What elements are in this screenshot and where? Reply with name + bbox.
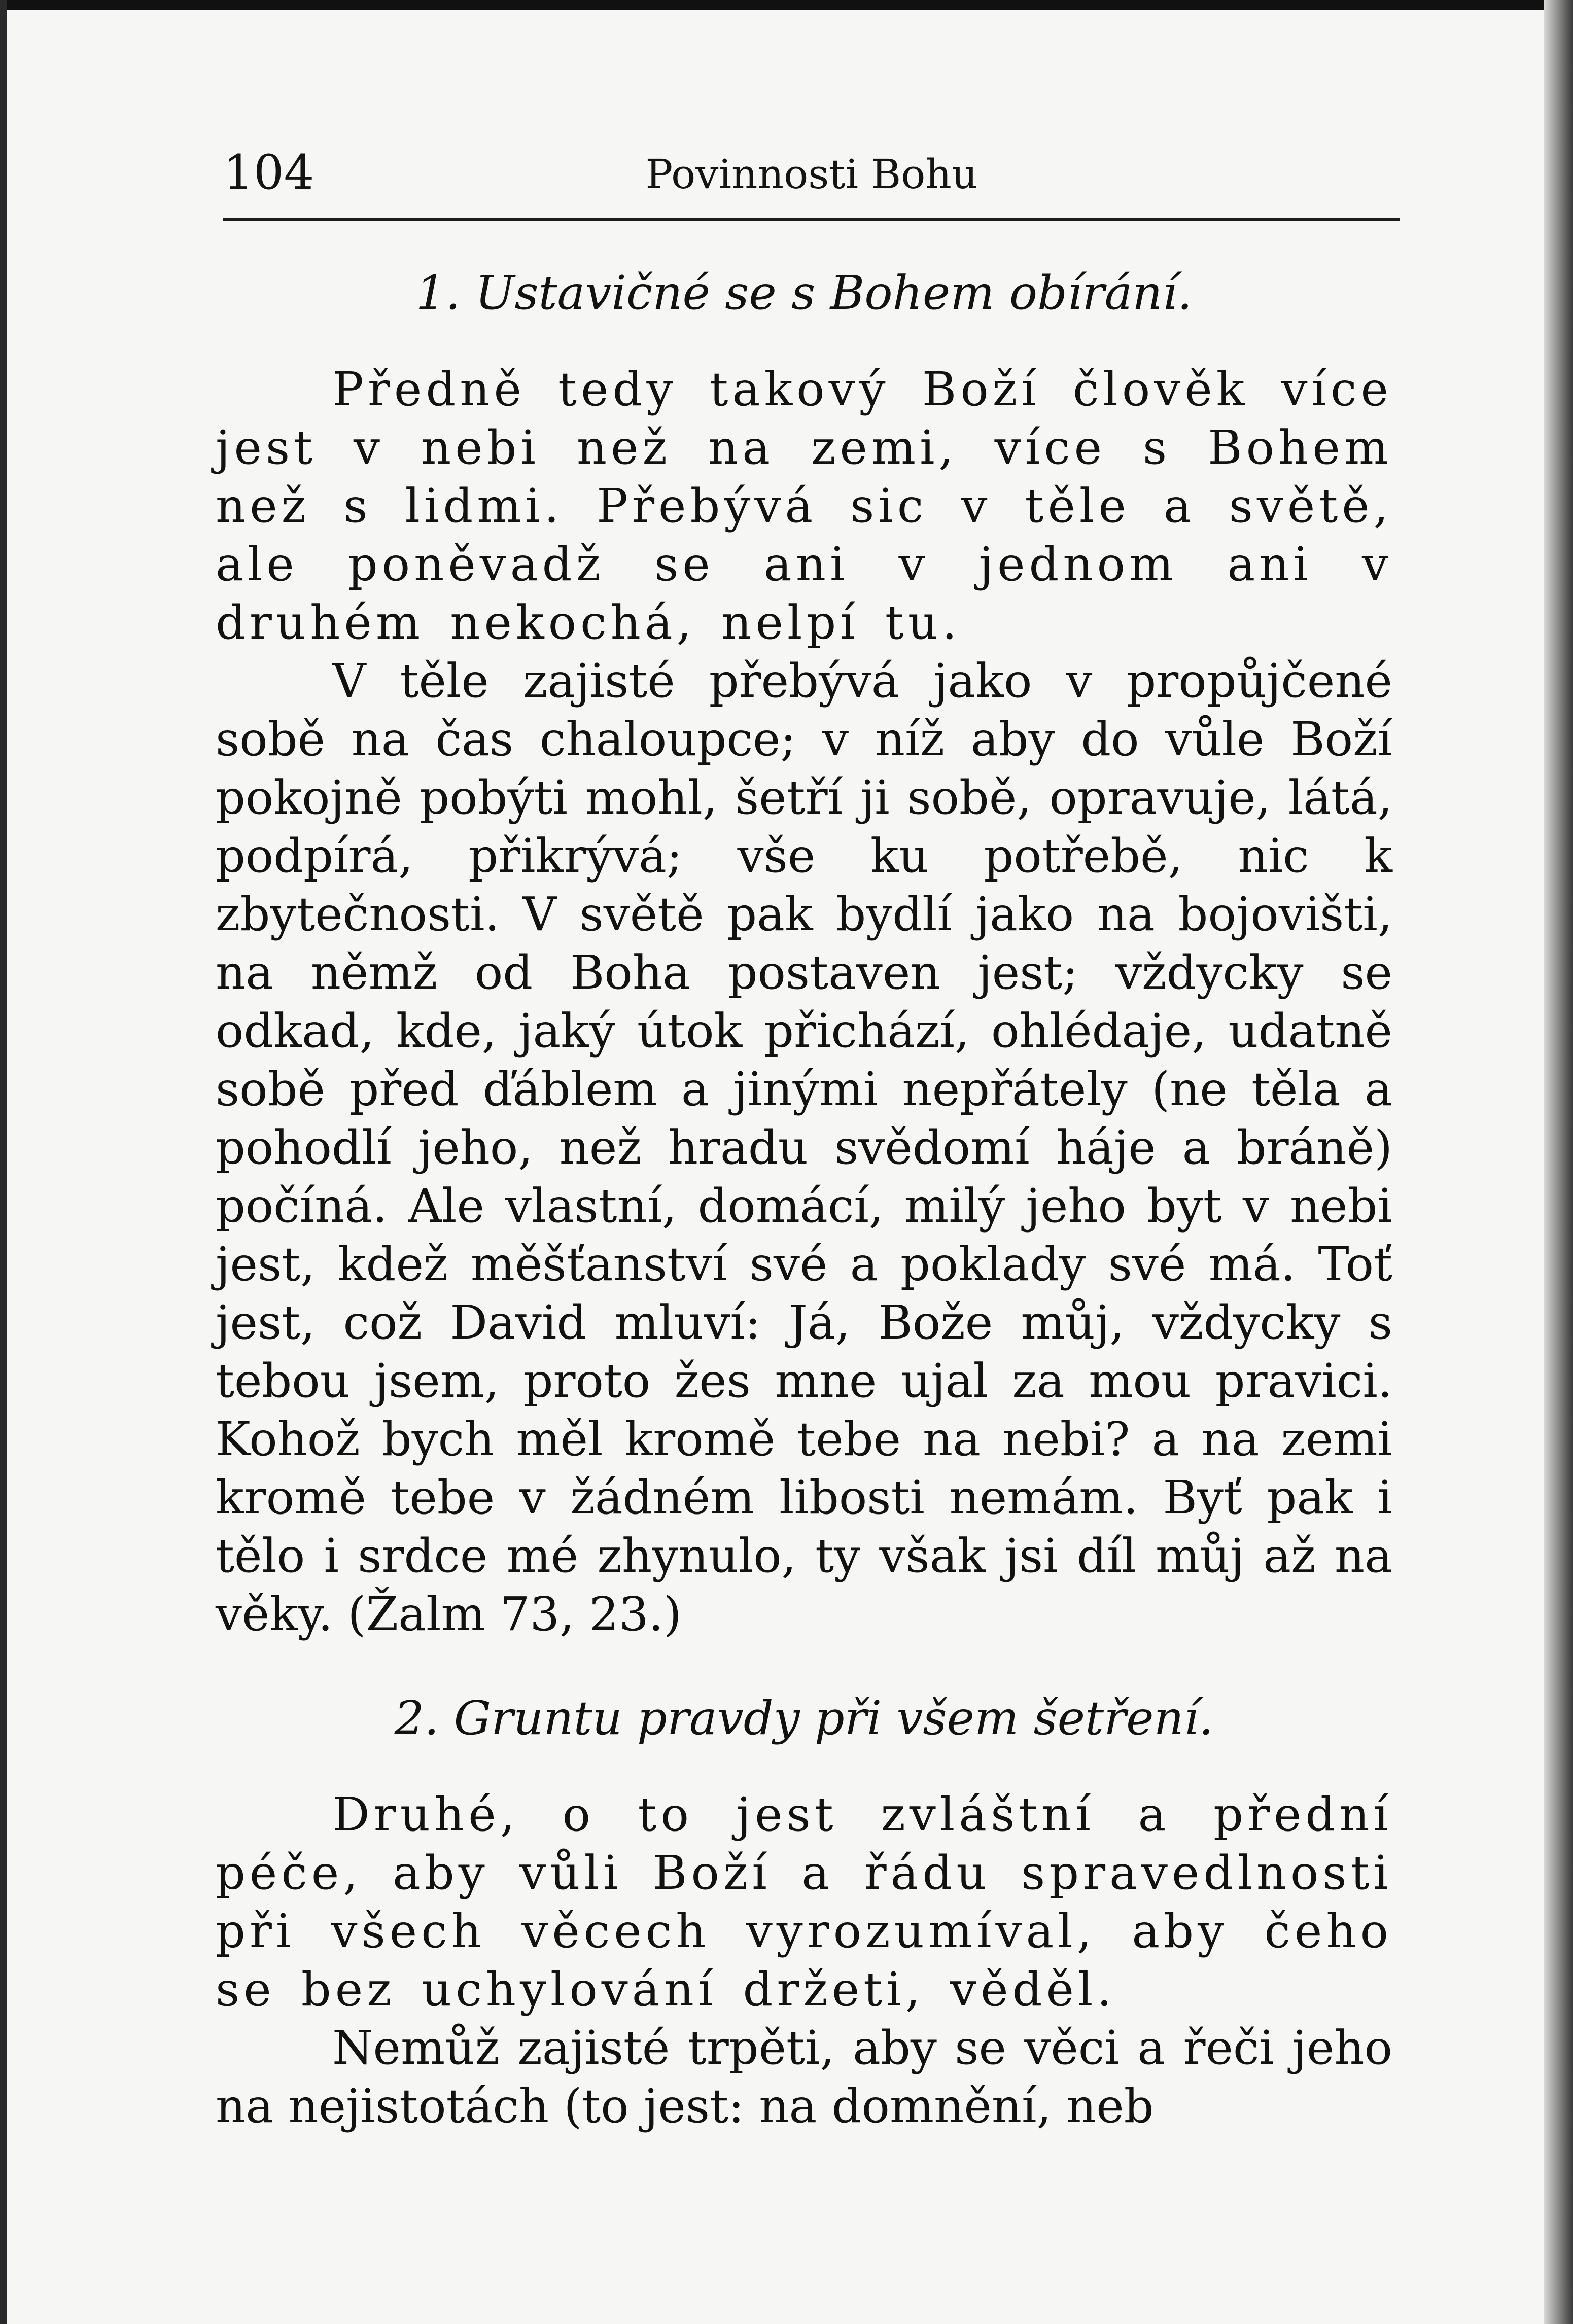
paragraph: Druhé, o to jest zvláštní a přední péče, aby vůli Boží a řádu spravedlnosti při všech věcech vyrozumíval, aby čeho se bez uchylování držeti, věděl. [216,1787,1392,2017]
page-number: 104 [223,145,314,200]
paragraph: Nemůž zajisté trpěti, aby se věci a řeči jeho na nejistotách (to jest: na domnění, neb [216,2021,1392,2133]
running-title: Povinnosti Bohu [645,151,978,198]
page-body [216,264,1392,2135]
section-heading-1: 1. Ustavičné se s Bohem obírání. [415,266,1193,320]
scan-border-right [1544,0,1573,2324]
scan-border-left [0,0,7,2324]
scan-border-top [0,0,1573,10]
running-head [223,137,1400,213]
paragraph: V těle zajisté přebývá jako v propůjčené sobě na čas chaloupce; v níž aby do vůle Boží pokojně pobýti mohl, šetří ji sobě, opravuje, látá, podpírá, přikrývá; vše ku potřebě, nic k zbytečnosti. V světě pak bydlí jako na bojovišti, na němž od Boha postaven jest; vždycky se odkad, kde, jaký útok přichází, ohlédaje, udatně sobě před ďáblem a jinými nepřátely (ne těla a pohodlí jeho, než hradu svědomí háje a bráně) počíná. Ale vlastní, domácí, milý jeho byt v nebi jest, kdež měšťanství své a poklady své má. Toť jest, což David mluví: Já, Bože můj, vždycky s tebou jsem, proto žes mne ujal za mou pravici. Kohož bych měl kromě tebe na nebi? a na zemi kromě tebe v žádném libosti nemám. Byť pak i tělo i srdce mé zhynulo, ty však jsi díl můj až na věky. (Žalm 73, 23.) [216,654,1392,1641]
paragraph: Předně tedy takový Boží člověk více jest v nebi než na zemi, více s Bohem než s lidmi. Přebývá sic v těle a světě, ale poněvadž se ani v jednom ani v druhém nekochá, nelpí tu. [216,362,1392,650]
section-heading-2: 2. Gruntu pravdy při všem šetření. [394,1691,1214,1745]
header-rule [223,218,1400,221]
